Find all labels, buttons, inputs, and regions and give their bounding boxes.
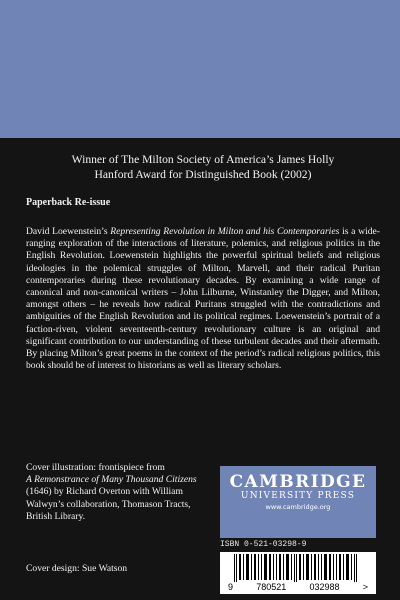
award-line-2: Hanford Award for Distinguished Book (2002) [94,168,312,181]
top-color-band [0,0,400,138]
publisher-logo [220,466,376,538]
publisher-subname: UNIVERSITY PRESS [240,491,356,501]
barcode-bars [228,554,368,582]
publisher-url: www.cambridge.org [265,503,331,511]
credit-suffix: (1646) by Richard Overton with William Walwyn’s collaboration, Thomason Tracts, British Library. [26,486,191,522]
barcode [220,552,376,594]
isbn-label: ISBN 0-521-03298-9 [220,540,307,549]
blurb-body: is a wide-ranging exploration of the interactions of literature, polemics, and religious politics in the English Revolution. Loewenstein highlights the powerful spiritual beliefs and religious ideologies in the polemical struggles of Milton, Marvell, and their radical Puritan contemporaries during these revolutionary decades. By examining a wide range of canonical and non-canonical writers – John Lilburne, Winstanley the Digger, and Milton, amongst others – he reveals how radical Puritans struggled with the contradictions and ambiguities of the English Revolution and its political regimes. Loewenstein’s portrait of a faction-riven, violent seventeenth-century revolutionary culture is an original and significant contribution to our understanding of these turbulent decades and their aftermath. By placing Milton’s great poems in the context of the period’s radical religious politics, this book should be of interest to historians as well as literary scholars. [26,226,380,372]
credit-prefix: Cover illustration: frontispiece from [26,462,165,473]
award-line-1: Winner of The Milton Society of America’s James Holly [71,153,335,166]
cover-design-credit: Cover design: Sue Watson [26,563,128,574]
blurb-intro: David Loewenstein’s [26,226,111,237]
barcode-trailer: > [362,582,368,592]
publisher-name: CAMBRIDGE [229,472,367,492]
barcode-group-2: 032988 [309,582,340,592]
book-title: Representing Revolution in Milton and his Contemporaries [110,226,340,237]
barcode-lead-digit: 9 [228,582,234,592]
barcode-group-1: 780521 [256,582,287,592]
barcode-digits [228,582,368,592]
award-statement [26,152,380,182]
credit-work-title: A Remonstrance of Many Thousand Citizens [26,474,197,486]
cover-illustration-credit [26,462,206,523]
reissue-heading: Paperback Re-issue [26,197,111,208]
book-description [26,226,380,372]
